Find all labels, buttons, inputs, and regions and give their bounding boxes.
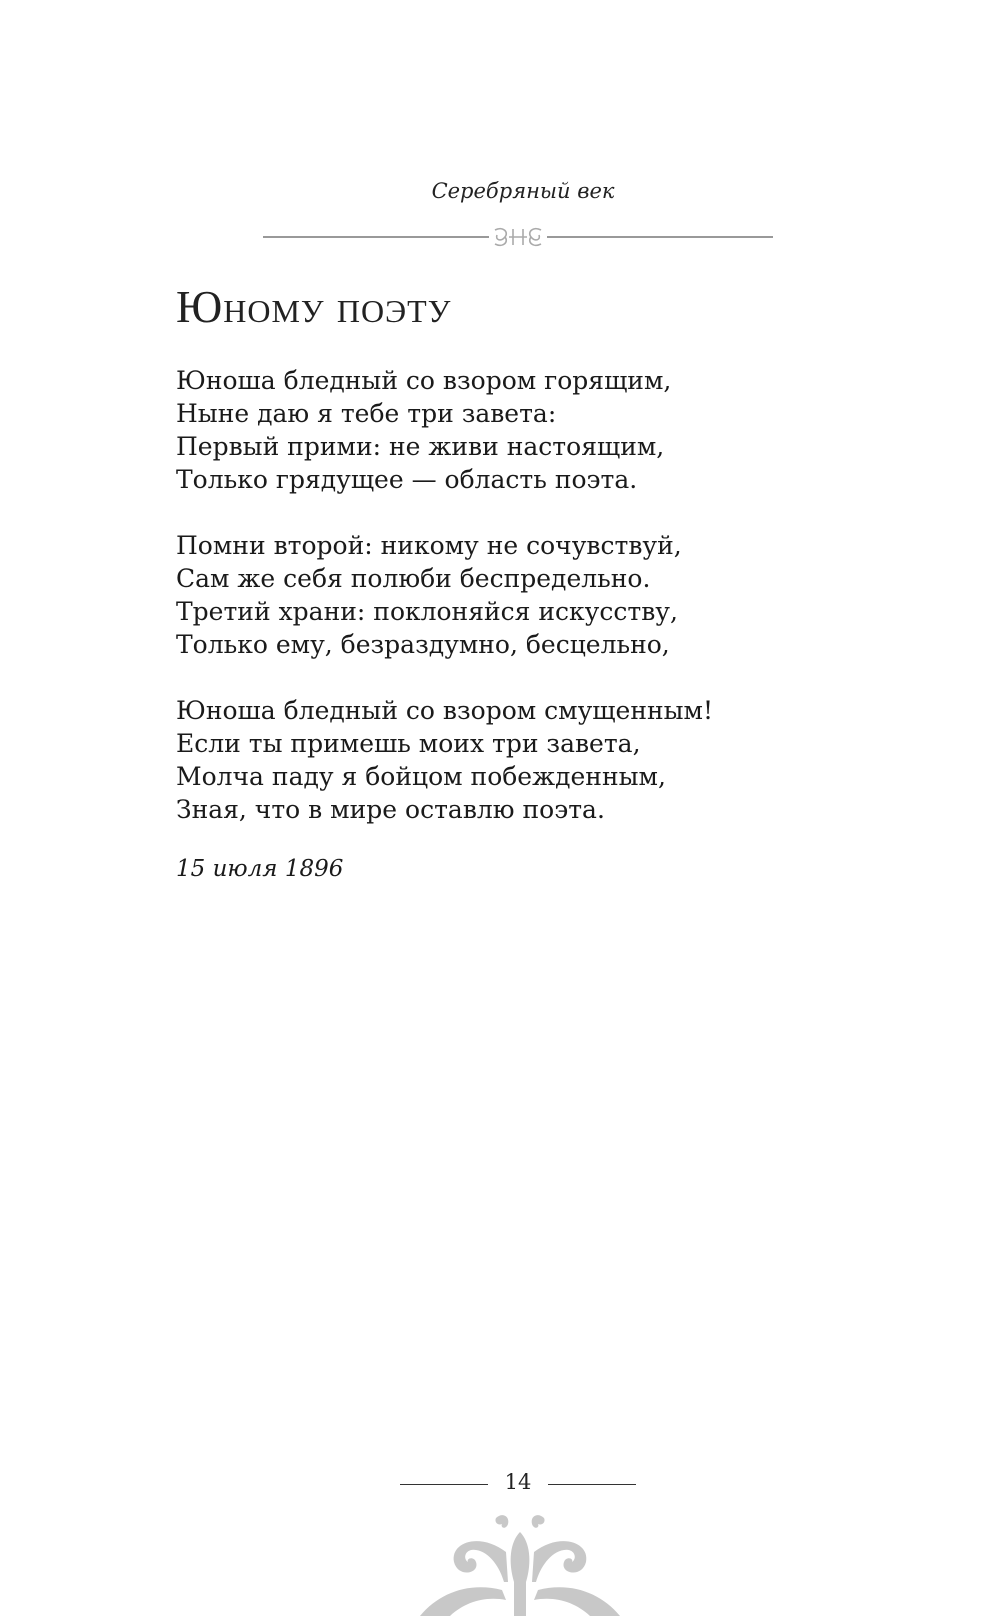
verse-line: Третий храни: поклоняйся искусству, bbox=[176, 597, 678, 626]
running-head: Серебряный век bbox=[431, 179, 615, 203]
verse-line: Сам же себя полюби беспредельно. bbox=[176, 564, 651, 593]
verse-line: Только ему, безраздумно, бесцельно, bbox=[176, 630, 670, 659]
page-number: 14 bbox=[504, 1470, 532, 1494]
poem-body bbox=[176, 364, 876, 859]
verse-line: Юноша бледный со взором смущенным! bbox=[176, 696, 714, 725]
verse-line: Юноша бледный со взором горящим, bbox=[176, 366, 672, 395]
verse-line: Помни второй: никому не сочувствуй, bbox=[176, 531, 682, 560]
verse-line: Ныне даю я тебе три завета: bbox=[176, 399, 557, 428]
verse-line: Зная, что в мире оставлю поэта. bbox=[176, 795, 605, 824]
verse-line: Молча паду я бойцом побежденным, bbox=[176, 762, 666, 791]
verse-line: Первый прими: не живи настоящим, bbox=[176, 432, 665, 461]
bottom-ornament-icon bbox=[410, 1512, 630, 1616]
stanza-2 bbox=[176, 529, 876, 661]
stanza-1 bbox=[176, 364, 876, 496]
verse-line: Только грядущее — область поэта. bbox=[176, 465, 638, 494]
verse-line: Если ты примешь моих три завета, bbox=[176, 729, 641, 758]
flourish-icon bbox=[495, 229, 541, 246]
page-footer bbox=[400, 1470, 636, 1500]
stanza-3 bbox=[176, 694, 876, 826]
poem-title: Юному поэту bbox=[176, 282, 452, 332]
footer-rule-right bbox=[548, 1484, 636, 1485]
header-divider-ornament bbox=[263, 222, 773, 252]
poem-date: 15 июля 1896 bbox=[176, 856, 344, 882]
